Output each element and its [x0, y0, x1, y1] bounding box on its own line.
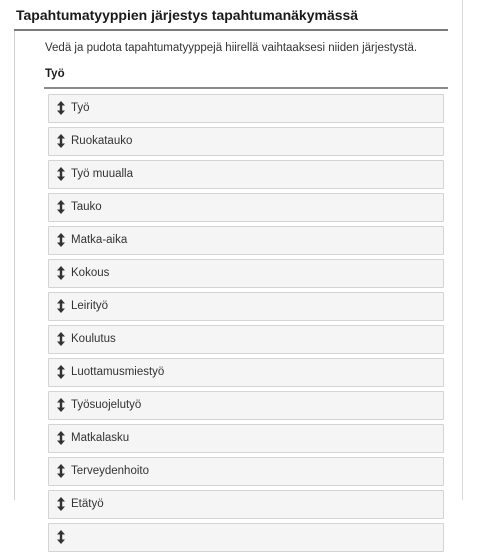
drag-handle-icon[interactable]: [57, 431, 65, 445]
sortable-item-9[interactable]: [48, 358, 444, 387]
sortable-item-label: Työ muualla: [71, 168, 134, 180]
sortable-item-7[interactable]: [48, 292, 444, 321]
sortable-item-11[interactable]: [48, 424, 444, 453]
sortable-item-label: Tauko: [71, 201, 102, 213]
group-divider: [44, 87, 448, 89]
sortable-item-label: Koulutus: [71, 333, 116, 345]
sortable-item-label: Matka-aika: [71, 234, 128, 246]
sortable-item-label: Terveydenhoito: [71, 465, 149, 477]
sortable-item-6[interactable]: [48, 259, 444, 288]
sortable-item-5[interactable]: [48, 226, 444, 255]
sortable-item-8[interactable]: [48, 325, 444, 354]
sortable-item-label: Luottamusmiestyö: [71, 366, 165, 378]
scrollbar-track[interactable]: [462, 0, 477, 500]
drag-handle-icon[interactable]: [57, 332, 65, 346]
title-divider: [14, 29, 448, 31]
drag-handle-icon[interactable]: [57, 266, 65, 280]
sortable-item-14[interactable]: [48, 523, 444, 552]
sortable-item-1[interactable]: [48, 94, 444, 123]
drag-handle-icon[interactable]: [57, 134, 65, 148]
sortable-item-2[interactable]: [48, 127, 444, 156]
sortable-event-type-list: [48, 94, 444, 556]
sortable-item-4[interactable]: [48, 193, 444, 222]
sortable-item-label: Työ: [71, 102, 90, 114]
drag-handle-icon[interactable]: [57, 200, 65, 214]
drag-handle-icon[interactable]: [57, 365, 65, 379]
sortable-item-label: Leirityö: [71, 300, 109, 312]
sortable-item-label: Ruokatauko: [71, 135, 133, 147]
drag-handle-icon[interactable]: [57, 101, 65, 115]
panel-left-border: [14, 31, 15, 500]
drag-handle-icon[interactable]: [57, 464, 65, 478]
sortable-item-3[interactable]: [48, 160, 444, 189]
drag-handle-icon[interactable]: [57, 299, 65, 313]
sortable-item-label: Kokous: [71, 267, 110, 279]
drag-handle-icon[interactable]: [57, 398, 65, 412]
sortable-item-label: Työsuojelutyö: [71, 399, 142, 411]
drag-handle-icon[interactable]: [57, 233, 65, 247]
drag-handle-icon[interactable]: [57, 167, 65, 181]
sortable-item-label: Etätyö: [71, 498, 104, 510]
drag-handle-icon[interactable]: [57, 530, 65, 544]
sortable-item-label: Matkalasku: [71, 432, 130, 444]
sortable-item-12[interactable]: [48, 457, 444, 486]
sortable-item-10[interactable]: [48, 391, 444, 420]
drag-handle-icon[interactable]: [57, 497, 65, 511]
group-header-tyo: Työ: [45, 68, 65, 80]
sortable-item-13[interactable]: [48, 490, 444, 519]
page-title: Tapahtumatyyppien järjestys tapahtumanäkymässä: [16, 7, 359, 23]
instructions-text: Vedä ja pudota tapahtumatyyppejä hiirellä vaihtaaksesi niiden järjestystä.: [45, 42, 418, 54]
